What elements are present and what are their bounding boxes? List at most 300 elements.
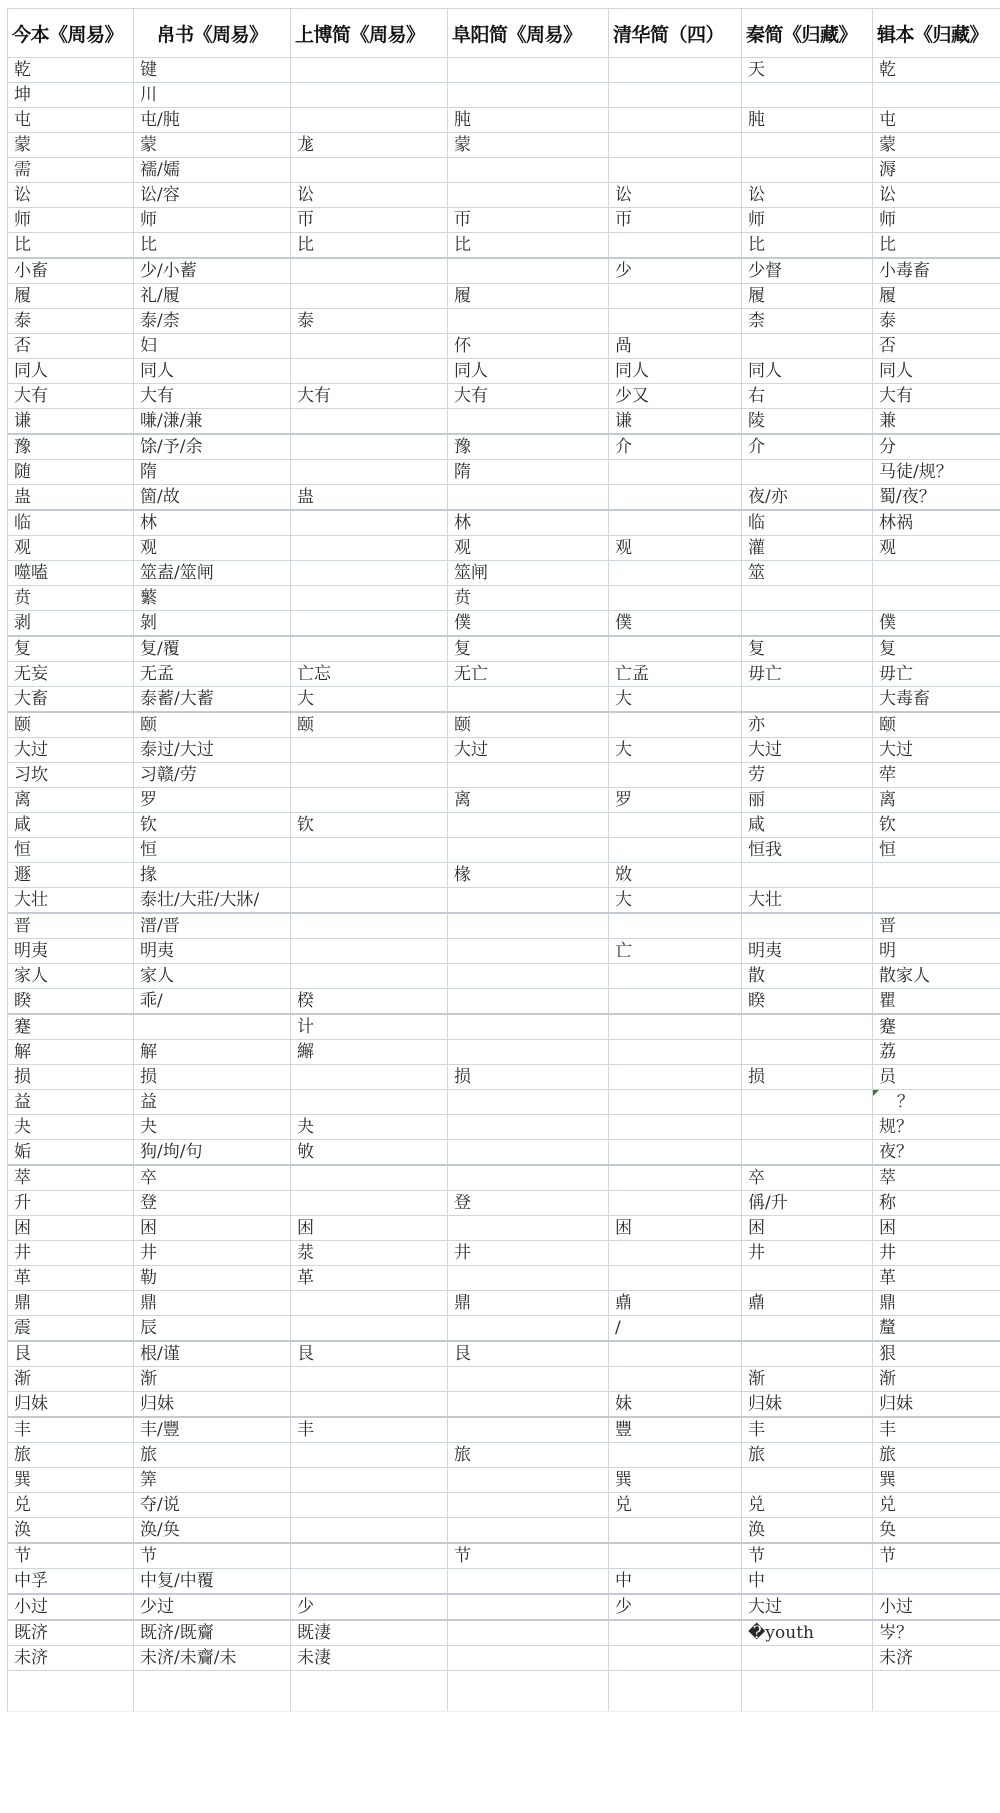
table-cell[interactable]: 肫: [448, 108, 609, 133]
table-cell[interactable]: 比: [291, 233, 448, 259]
table-cell[interactable]: 大: [609, 888, 742, 914]
table-cell[interactable]: 剥: [8, 611, 134, 637]
table-cell[interactable]: [291, 964, 448, 989]
column-header-received-text[interactable]: 今本《周易》: [8, 9, 134, 58]
table-cell[interactable]: 噬嗑: [8, 561, 134, 586]
table-cell[interactable]: 兑: [609, 1493, 742, 1518]
table-cell[interactable]: [873, 586, 1000, 611]
table-cell[interactable]: 咸: [742, 813, 873, 838]
table-cell[interactable]: [291, 284, 448, 309]
table-cell[interactable]: 师: [873, 208, 1000, 233]
table-cell[interactable]: [291, 913, 448, 939]
table-cell[interactable]: 未济/未齎/未: [134, 1646, 291, 1671]
table-cell[interactable]: [448, 989, 609, 1015]
table-cell[interactable]: [609, 1518, 742, 1544]
table-cell[interactable]: 震: [8, 1316, 134, 1342]
table-cell[interactable]: 登: [134, 1191, 291, 1216]
table-cell[interactable]: [448, 1594, 609, 1620]
table-cell[interactable]: [291, 158, 448, 183]
table-cell[interactable]: [609, 1165, 742, 1191]
table-cell[interactable]: 称: [873, 1191, 1000, 1216]
table-cell[interactable]: 明夷: [134, 939, 291, 964]
table-cell[interactable]: [448, 838, 609, 863]
table-cell[interactable]: 归妹: [134, 1392, 291, 1418]
table-cell[interactable]: [609, 561, 742, 586]
table-cell[interactable]: 井: [134, 1241, 291, 1266]
table-cell[interactable]: [448, 258, 609, 284]
table-cell[interactable]: 丰/豐: [134, 1417, 291, 1443]
table-cell[interactable]: 归妹: [8, 1392, 134, 1418]
table-cell[interactable]: 钦: [291, 813, 448, 838]
table-cell[interactable]: 夬: [134, 1115, 291, 1140]
table-cell[interactable]: 观: [134, 536, 291, 561]
table-cell[interactable]: 师: [8, 208, 134, 233]
table-cell[interactable]: [448, 939, 609, 964]
table-cell[interactable]: 大过: [8, 738, 134, 763]
table-cell[interactable]: 筮盍/筮闸: [134, 561, 291, 586]
table-cell[interactable]: 大畜: [8, 687, 134, 713]
table-cell[interactable]: 比: [8, 233, 134, 259]
table-cell[interactable]: 大过: [742, 1594, 873, 1620]
table-cell[interactable]: [742, 913, 873, 939]
column-header-qin-slips-guicang[interactable]: 秦简《归藏》: [742, 9, 873, 58]
table-cell[interactable]: 姤: [8, 1140, 134, 1166]
column-header-fuyang-slips[interactable]: 阜阳简《周易》: [448, 9, 609, 58]
table-cell[interactable]: [742, 158, 873, 183]
table-cell[interactable]: [291, 1569, 448, 1595]
table-cell[interactable]: 大壮: [8, 888, 134, 914]
table-cell[interactable]: [609, 813, 742, 838]
table-cell[interactable]: [609, 510, 742, 536]
table-cell[interactable]: [291, 258, 448, 284]
table-cell[interactable]: 帀: [291, 208, 448, 233]
table-cell[interactable]: 大有: [448, 384, 609, 409]
table-cell[interactable]: 比: [742, 233, 873, 259]
table-cell[interactable]: 睽: [742, 989, 873, 1015]
table-cell[interactable]: 渐: [8, 1367, 134, 1392]
table-cell[interactable]: [291, 1291, 448, 1316]
column-header-silk-manuscript[interactable]: 帛书《周易》: [134, 9, 291, 58]
table-cell[interactable]: 损: [8, 1065, 134, 1090]
table-cell[interactable]: 颐: [291, 712, 448, 738]
table-cell[interactable]: 键: [134, 58, 291, 83]
table-cell[interactable]: [448, 1392, 609, 1418]
table-cell[interactable]: 同人: [609, 359, 742, 384]
table-cell[interactable]: 规？: [873, 1115, 1000, 1140]
table-cell[interactable]: 天: [742, 58, 873, 83]
table-cell[interactable]: 恒: [873, 838, 1000, 863]
table-cell[interactable]: 大过: [873, 738, 1000, 763]
table-cell[interactable]: 灌: [742, 536, 873, 561]
table-cell[interactable]: 归妹: [873, 1392, 1000, 1418]
table-cell[interactable]: 革: [8, 1266, 134, 1291]
table-cell[interactable]: 乾: [8, 58, 134, 83]
table-cell[interactable]: 少/小蓄: [134, 258, 291, 284]
table-cell[interactable]: 勒: [134, 1266, 291, 1291]
table-cell[interactable]: 颐: [873, 712, 1000, 738]
table-cell[interactable]: 夺/说: [134, 1493, 291, 1518]
table-cell[interactable]: 林: [448, 510, 609, 536]
table-cell[interactable]: 登: [448, 1191, 609, 1216]
table-cell[interactable]: [609, 1341, 742, 1367]
table-cell[interactable]: 乾: [873, 58, 1000, 83]
table-cell[interactable]: 明夷: [742, 939, 873, 964]
table-cell[interactable]: [742, 611, 873, 637]
table-cell[interactable]: 复: [8, 636, 134, 662]
table-cell[interactable]: [291, 1191, 448, 1216]
table-cell[interactable]: 节: [8, 1543, 134, 1569]
table-cell[interactable]: 亡忘: [291, 662, 448, 687]
table-cell[interactable]: 罗: [134, 788, 291, 813]
table-cell[interactable]: /: [609, 1316, 742, 1342]
table-cell[interactable]: 鼑: [742, 1291, 873, 1316]
table-cell[interactable]: 习赣/劳: [134, 763, 291, 788]
table-cell[interactable]: [448, 1216, 609, 1241]
table-cell[interactable]: 巽: [8, 1468, 134, 1493]
table-cell[interactable]: [609, 913, 742, 939]
table-cell[interactable]: 伓: [448, 334, 609, 359]
table-cell[interactable]: [291, 738, 448, 763]
table-cell[interactable]: 劳: [742, 763, 873, 788]
table-cell[interactable]: 中孚: [8, 1569, 134, 1595]
table-cell[interactable]: 泰过/大过: [134, 738, 291, 763]
table-cell[interactable]: [742, 1014, 873, 1040]
table-cell[interactable]: 妇: [134, 334, 291, 359]
table-cell[interactable]: [873, 888, 1000, 914]
table-cell[interactable]: 岑？: [873, 1620, 1000, 1646]
table-cell[interactable]: 困: [609, 1216, 742, 1241]
table-cell[interactable]: [291, 1165, 448, 1191]
table-cell[interactable]: [291, 863, 448, 888]
table-cell[interactable]: [448, 1569, 609, 1595]
table-cell[interactable]: [448, 1620, 609, 1646]
table-cell[interactable]: 钦: [873, 813, 1000, 838]
table-cell[interactable]: [609, 485, 742, 511]
table-cell[interactable]: 既济: [8, 1620, 134, 1646]
table-cell[interactable]: 少: [291, 1594, 448, 1620]
table-cell[interactable]: 汬: [291, 1241, 448, 1266]
table-cell[interactable]: 筭: [134, 1468, 291, 1493]
table-cell[interactable]: [448, 1090, 609, 1115]
table-cell[interactable]: [448, 1646, 609, 1671]
table-cell[interactable]: 馀/予/余: [134, 434, 291, 460]
table-cell[interactable]: 僕: [448, 611, 609, 637]
table-cell[interactable]: [742, 1266, 873, 1291]
table-cell[interactable]: 蒙: [448, 133, 609, 158]
table-cell[interactable]: [609, 108, 742, 133]
table-cell[interactable]: 溍/晋: [134, 913, 291, 939]
table-cell[interactable]: 小毒畜: [873, 258, 1000, 284]
table-cell[interactable]: 帀: [448, 208, 609, 233]
table-cell[interactable]: 恒我: [742, 838, 873, 863]
table-cell[interactable]: 隋: [134, 460, 291, 485]
table-cell[interactable]: 涣: [742, 1518, 873, 1544]
table-cell[interactable]: 井: [448, 1241, 609, 1266]
table-cell[interactable]: [291, 409, 448, 435]
table-cell[interactable]: [291, 763, 448, 788]
table-cell[interactable]: [291, 83, 448, 108]
table-cell[interactable]: 井: [8, 1241, 134, 1266]
table-cell[interactable]: [291, 586, 448, 611]
table-cell[interactable]: 亡: [609, 939, 742, 964]
table-cell[interactable]: [291, 838, 448, 863]
table-cell[interactable]: 渐: [134, 1367, 291, 1392]
table-cell[interactable]: [742, 1140, 873, 1166]
table-cell[interactable]: 艮: [291, 1341, 448, 1367]
table-cell[interactable]: 复: [448, 636, 609, 662]
table-cell[interactable]: 观: [609, 536, 742, 561]
table-cell[interactable]: 既淒: [291, 1620, 448, 1646]
table-cell[interactable]: 丰: [291, 1417, 448, 1443]
table-cell[interactable]: [448, 1266, 609, 1291]
table-cell[interactable]: 陵: [742, 409, 873, 435]
table-cell[interactable]: 僕: [609, 611, 742, 637]
table-cell[interactable]: 大毒畜: [873, 687, 1000, 713]
table-cell[interactable]: [609, 309, 742, 334]
table-cell[interactable]: 豫: [448, 434, 609, 460]
table-cell[interactable]: [873, 561, 1000, 586]
table-cell[interactable]: 鼑: [609, 1291, 742, 1316]
table-cell[interactable]: 解: [134, 1040, 291, 1065]
table-cell[interactable]: 丰: [873, 1417, 1000, 1443]
table-cell[interactable]: 襦/嬬: [134, 158, 291, 183]
table-cell[interactable]: 钦: [134, 813, 291, 838]
table-cell[interactable]: 僕: [873, 611, 1000, 637]
table-cell[interactable]: 大过: [742, 738, 873, 763]
table-cell[interactable]: [742, 687, 873, 713]
table-cell[interactable]: 观: [873, 536, 1000, 561]
empty-cell[interactable]: [291, 1671, 448, 1712]
empty-cell[interactable]: [742, 1671, 873, 1712]
table-cell[interactable]: [742, 1090, 873, 1115]
table-cell[interactable]: 筮闸: [448, 561, 609, 586]
table-cell[interactable]: [448, 58, 609, 83]
table-cell[interactable]: 奂: [873, 1518, 1000, 1544]
table-cell[interactable]: 贲: [448, 586, 609, 611]
table-cell[interactable]: 旅: [8, 1443, 134, 1468]
table-cell[interactable]: 小过: [8, 1594, 134, 1620]
table-cell[interactable]: 林祸: [873, 510, 1000, 536]
table-cell[interactable]: 损: [134, 1065, 291, 1090]
table-cell[interactable]: 亡孟: [609, 662, 742, 687]
table-cell[interactable]: [448, 763, 609, 788]
table-cell[interactable]: [291, 1090, 448, 1115]
table-cell[interactable]: 损: [448, 1065, 609, 1090]
table-cell[interactable]: 蹇: [8, 1014, 134, 1040]
table-cell[interactable]: 未济: [873, 1646, 1000, 1671]
table-cell[interactable]: 屯/肫: [134, 108, 291, 133]
empty-cell[interactable]: [609, 1671, 742, 1712]
table-cell[interactable]: 员: [873, 1065, 1000, 1090]
table-cell[interactable]: [609, 1065, 742, 1090]
table-cell[interactable]: 观: [448, 536, 609, 561]
table-cell[interactable]: [291, 788, 448, 813]
table-cell[interactable]: 丽: [742, 788, 873, 813]
table-cell[interactable]: 大过: [448, 738, 609, 763]
table-cell[interactable]: 离: [448, 788, 609, 813]
table-cell[interactable]: 兼: [873, 409, 1000, 435]
table-cell[interactable]: 敚: [609, 863, 742, 888]
table-cell[interactable]: 旅: [742, 1443, 873, 1468]
table-cell[interactable]: 颐: [134, 712, 291, 738]
table-cell[interactable]: 夬: [291, 1115, 448, 1140]
table-cell[interactable]: 少: [609, 1594, 742, 1620]
table-cell[interactable]: [291, 561, 448, 586]
table-cell[interactable]: 掾: [134, 863, 291, 888]
table-cell[interactable]: [873, 1569, 1000, 1595]
table-cell[interactable]: 马徒/规？: [873, 460, 1000, 485]
table-cell[interactable]: [291, 359, 448, 384]
table-cell[interactable]: 泰/柰: [134, 309, 291, 334]
table-cell[interactable]: 否: [873, 334, 1000, 359]
table-cell[interactable]: [742, 1115, 873, 1140]
table-cell[interactable]: 无妄: [8, 662, 134, 687]
table-cell[interactable]: 乖/: [134, 989, 291, 1015]
table-cell[interactable]: 小畜: [8, 258, 134, 284]
table-cell[interactable]: 讼: [8, 183, 134, 208]
table-cell[interactable]: 益: [134, 1090, 291, 1115]
table-cell[interactable]: [448, 409, 609, 435]
table-cell[interactable]: 毋亡: [742, 662, 873, 687]
table-cell[interactable]: 卒: [134, 1165, 291, 1191]
table-cell[interactable]: 椽: [448, 863, 609, 888]
table-cell[interactable]: 需: [8, 158, 134, 183]
table-cell[interactable]: 晋: [8, 913, 134, 939]
table-cell[interactable]: [291, 1316, 448, 1342]
table-cell[interactable]: [291, 1493, 448, 1518]
table-cell[interactable]: 井: [742, 1241, 873, 1266]
table-cell[interactable]: 帀: [609, 208, 742, 233]
table-cell[interactable]: 兑: [8, 1493, 134, 1518]
table-cell[interactable]: 渐: [742, 1367, 873, 1392]
table-cell[interactable]: 林: [134, 510, 291, 536]
table-cell[interactable]: 升: [8, 1191, 134, 1216]
table-cell[interactable]: [448, 183, 609, 208]
table-cell[interactable]: 贲: [8, 586, 134, 611]
table-cell[interactable]: 少过: [134, 1594, 291, 1620]
table-cell[interactable]: [448, 1367, 609, 1392]
table-cell[interactable]: 罗: [609, 788, 742, 813]
table-cell[interactable]: [609, 1241, 742, 1266]
table-cell[interactable]: 革: [291, 1266, 448, 1291]
table-cell[interactable]: 狠: [873, 1341, 1000, 1367]
table-cell[interactable]: [291, 536, 448, 561]
table-cell[interactable]: 夜？: [873, 1140, 1000, 1166]
table-cell[interactable]: 损: [742, 1065, 873, 1090]
table-cell[interactable]: 巽: [873, 1468, 1000, 1493]
table-cell[interactable]: 履: [448, 284, 609, 309]
table-cell[interactable]: [448, 813, 609, 838]
table-cell[interactable]: 家人: [8, 964, 134, 989]
table-cell[interactable]: 蛊: [291, 485, 448, 511]
table-cell[interactable]: 中: [609, 1569, 742, 1595]
table-cell[interactable]: 柰: [742, 309, 873, 334]
table-cell[interactable]: 泰壮/大莊/大牀/: [134, 888, 291, 914]
table-cell[interactable]: [609, 1090, 742, 1115]
table-cell[interactable]: [742, 83, 873, 108]
table-cell[interactable]: [742, 1646, 873, 1671]
table-cell[interactable]: [609, 586, 742, 611]
table-cell[interactable]: 复/覆: [134, 636, 291, 662]
table-cell[interactable]: 比: [448, 233, 609, 259]
table-cell[interactable]: [448, 485, 609, 511]
empty-cell[interactable]: [134, 1671, 291, 1712]
table-cell[interactable]: 丰: [8, 1417, 134, 1443]
table-cell[interactable]: [609, 1266, 742, 1291]
table-cell[interactable]: 狗/坸/句: [134, 1140, 291, 1166]
table-cell[interactable]: [742, 1341, 873, 1367]
table-cell[interactable]: 泰: [873, 309, 1000, 334]
table-cell[interactable]: [448, 964, 609, 989]
table-cell[interactable]: 复: [742, 636, 873, 662]
table-cell[interactable]: 川: [134, 83, 291, 108]
table-cell[interactable]: 无孟: [134, 662, 291, 687]
table-cell[interactable]: 离: [8, 788, 134, 813]
table-cell[interactable]: 无亡: [448, 662, 609, 687]
table-cell[interactable]: [291, 888, 448, 914]
table-cell[interactable]: 蒙: [873, 133, 1000, 158]
table-cell[interactable]: 泰: [8, 309, 134, 334]
table-cell[interactable]: [609, 83, 742, 108]
table-cell[interactable]: 计: [291, 1014, 448, 1040]
table-cell[interactable]: [609, 1646, 742, 1671]
table-cell[interactable]: 临: [8, 510, 134, 536]
table-cell[interactable]: 兑: [742, 1493, 873, 1518]
table-cell[interactable]: 豐: [609, 1417, 742, 1443]
table-cell[interactable]: [448, 913, 609, 939]
table-cell[interactable]: 夬: [8, 1115, 134, 1140]
table-cell[interactable]: 夜/亦: [742, 485, 873, 511]
table-cell[interactable]: [609, 1191, 742, 1216]
table-cell[interactable]: 旅: [134, 1443, 291, 1468]
table-cell[interactable]: [742, 334, 873, 359]
table-cell[interactable]: 大有: [134, 384, 291, 409]
table-cell[interactable]: [742, 1316, 873, 1342]
table-cell[interactable]: [609, 1620, 742, 1646]
table-cell[interactable]: [448, 1316, 609, 1342]
table-cell[interactable]: 泰蓄/大蓄: [134, 687, 291, 713]
table-cell[interactable]: 辰: [134, 1316, 291, 1342]
table-cell[interactable]: 分: [873, 434, 1000, 460]
table-cell[interactable]: [291, 434, 448, 460]
table-cell[interactable]: [448, 1493, 609, 1518]
table-cell[interactable]: [448, 1518, 609, 1544]
table-cell[interactable]: 比: [873, 233, 1000, 259]
table-cell[interactable]: [609, 763, 742, 788]
column-header-tsinghua-slips[interactable]: 清华简（四）: [609, 9, 742, 58]
table-cell[interactable]: 未淒: [291, 1646, 448, 1671]
table-cell[interactable]: [448, 1115, 609, 1140]
table-cell[interactable]: [291, 1518, 448, 1544]
table-cell[interactable]: [609, 964, 742, 989]
table-cell[interactable]: 履: [873, 284, 1000, 309]
table-cell[interactable]: 涣/奂: [134, 1518, 291, 1544]
table-cell[interactable]: 屯: [873, 108, 1000, 133]
table-cell[interactable]: 右: [742, 384, 873, 409]
table-cell[interactable]: 困: [291, 1216, 448, 1241]
table-cell[interactable]: [291, 334, 448, 359]
table-cell[interactable]: 毋亡: [873, 662, 1000, 687]
table-cell[interactable]: 旅: [873, 1443, 1000, 1468]
table-cell[interactable]: 礼/履: [134, 284, 291, 309]
table-cell[interactable]: 豫: [8, 434, 134, 460]
table-cell[interactable]: 颐: [448, 712, 609, 738]
table-cell[interactable]: 溽: [873, 158, 1000, 183]
table-cell[interactable]: 亦: [742, 712, 873, 738]
table-cell[interactable]: [609, 838, 742, 863]
table-cell[interactable]: 讼: [742, 183, 873, 208]
table-cell[interactable]: 荔: [873, 1040, 1000, 1065]
